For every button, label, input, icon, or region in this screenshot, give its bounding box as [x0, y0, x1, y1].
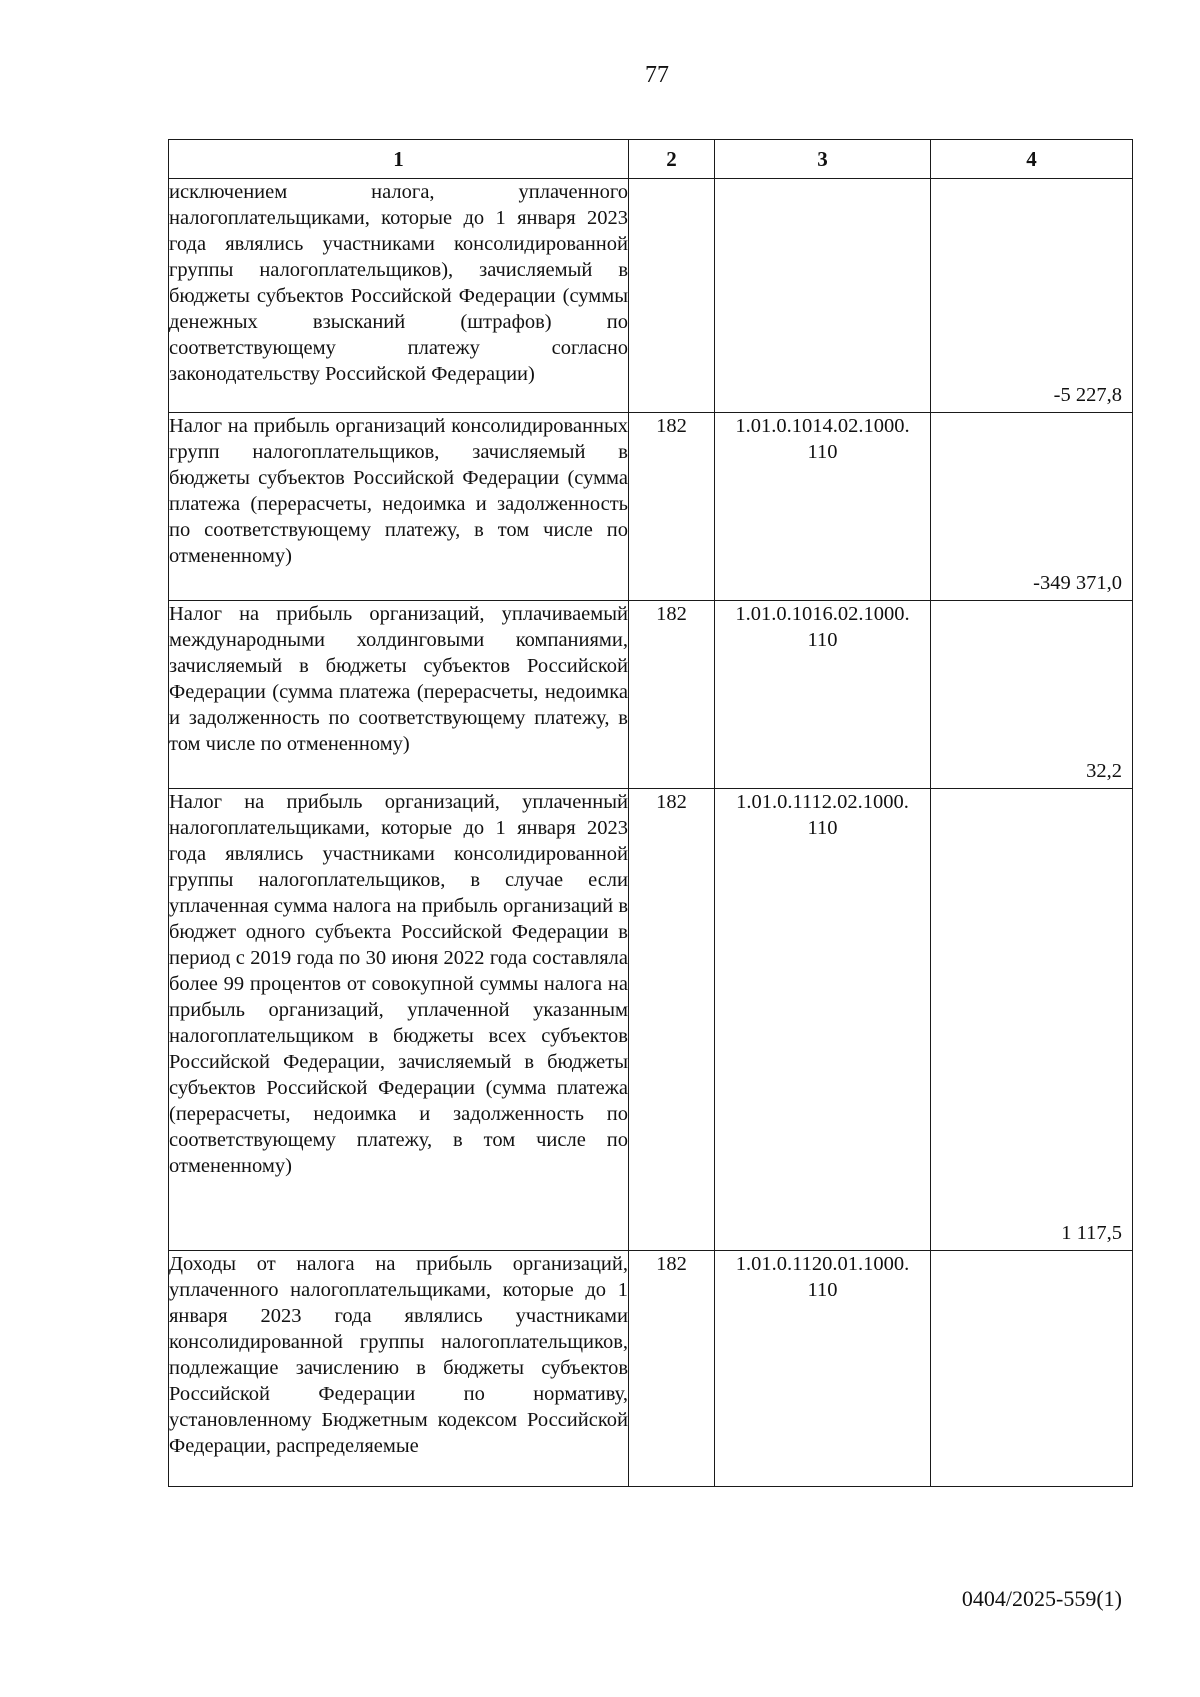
code-line-2: 110 — [807, 441, 838, 463]
row-amount-cell — [931, 601, 1133, 789]
budget-revenue-table — [168, 139, 1133, 1487]
table-row — [169, 601, 1133, 789]
code-line-2: 110 — [807, 1279, 838, 1301]
table-row — [169, 789, 1133, 1251]
row-admin-code: 182 — [629, 1251, 715, 1487]
row-admin-code — [629, 179, 715, 413]
column-header-3: 3 — [715, 140, 931, 179]
row-amount: -349 371,0 — [1033, 572, 1122, 594]
code-line-1: 1.01.0.1120.01.1000. — [735, 1253, 910, 1275]
row-amount-cell — [931, 413, 1133, 601]
column-header-4: 4 — [931, 140, 1133, 179]
code-line-2: 110 — [807, 629, 838, 651]
row-amount-cell — [931, 789, 1133, 1251]
row-classification-code — [715, 413, 931, 601]
row-amount: 1 117,5 — [1061, 1222, 1122, 1244]
row-admin-code: 182 — [629, 601, 715, 789]
row-description: исключением налога, уплаченного налогоплательщиками, которые до 1 января 2023 года являлись участниками консолидированной группы налогоплательщиков), зачисляемый в бюджеты субъектов Российской Федерации (суммы денежных взысканий (штрафов) по соответствующему платежу согласно законодательству Российской Федерации) — [169, 179, 629, 413]
column-header-1: 1 — [169, 140, 629, 179]
row-admin-code: 182 — [629, 413, 715, 601]
table-row — [169, 413, 1133, 601]
row-amount: -5 227,8 — [1053, 384, 1122, 406]
column-header-2: 2 — [629, 140, 715, 179]
page-number: 77 — [645, 62, 669, 88]
row-description: Налог на прибыль организаций, уплаченный налогоплательщиками, которые до 1 января 2023 года являлись участниками консолидированной группы налогоплательщиков, в случае если уплаченная сумма налога на прибыль организаций в бюджет одного субъекта Российской Федерации в период с 2019 года по 30 июня 2022 года составляла более 99 процентов от совокупной суммы налога на прибыль организаций, уплаченной указанным налогоплательщиком в бюджеты всех субъектов Российской Федерации, зачисляемый в бюджеты субъектов Российской Федерации (сумма платежа (перерасчеты, недоимка и задолженность по соответствующему платежу, в том числе по отмененному) — [169, 789, 629, 1251]
row-description: Налог на прибыль организаций консолидированных групп налогоплательщиков, зачисляемый в бюджеты субъектов Российской Федерации (сумма платежа (перерасчеты, недоимка и задолженность по соответствующему платежу, в том числе по отмененному) — [169, 413, 629, 601]
row-admin-code: 182 — [629, 789, 715, 1251]
table-row — [169, 179, 1133, 413]
row-amount: 32,2 — [1086, 760, 1122, 782]
row-classification-code — [715, 601, 931, 789]
code-line-1: 1.01.0.1016.02.1000. — [735, 603, 910, 625]
row-classification-code — [715, 789, 931, 1251]
code-line-2: 110 — [807, 817, 838, 839]
row-description: Налог на прибыль организаций, уплачиваемый международными холдинговыми компаниями, зачисляемый в бюджеты субъектов Российской Федерации (сумма платежа (перерасчеты, недоимка и задолженность по соответствующему платежу, в том числе по отмененному) — [169, 601, 629, 789]
table-header-row — [169, 140, 1133, 179]
row-classification-code — [715, 1251, 931, 1487]
row-amount-cell — [931, 1251, 1133, 1487]
table-row — [169, 1251, 1133, 1487]
row-description: Доходы от налога на прибыль организаций, уплаченного налогоплательщиками, которые до 1 января 2023 года являлись участниками консолидированной группы налогоплательщиков, подлежащие зачислению в бюджеты субъектов Российской Федерации по нормативу, установленному Бюджетным кодексом Российской Федерации, распределяемые — [169, 1251, 629, 1487]
code-line-1: 1.01.0.1112.02.1000. — [736, 791, 909, 813]
code-line-1: 1.01.0.1014.02.1000. — [735, 415, 910, 437]
document-id: 0404/2025-559(1) — [961, 1586, 1122, 1611]
row-classification-code — [715, 179, 931, 413]
row-amount-cell — [931, 179, 1133, 413]
